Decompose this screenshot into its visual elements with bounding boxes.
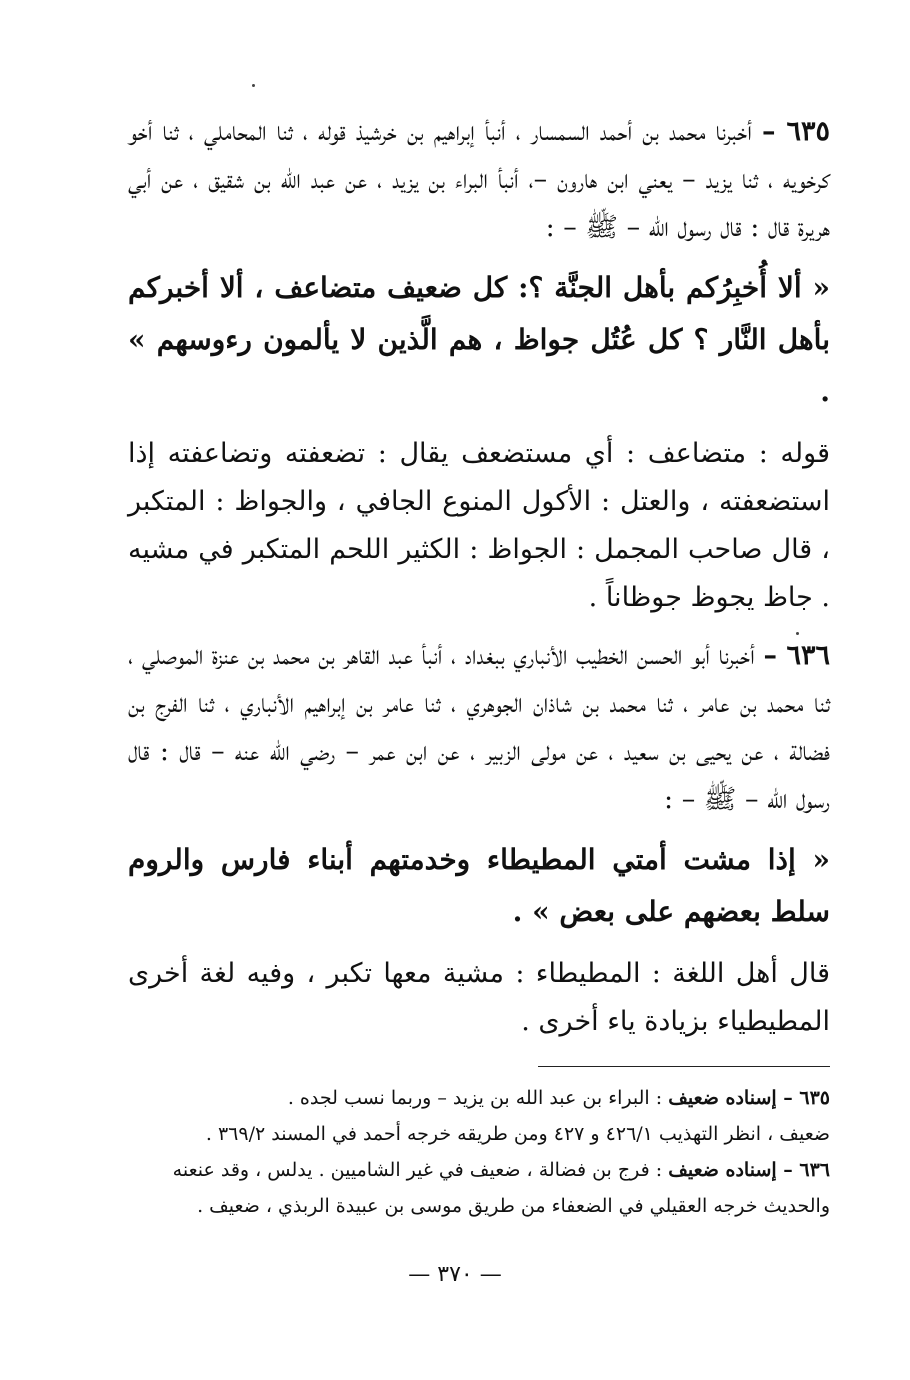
hadith-number-635: ٦٣٥ –: [762, 116, 830, 147]
footnote-635-text: : البراء بن عبد الله بن يزيد – وربما نسب لجده .: [287, 1087, 663, 1109]
main-text: [128, 108, 830, 1056]
hadith-number-636: ٦٣٦ –: [763, 640, 830, 671]
footnote-divider: [538, 1066, 830, 1067]
paragraph-635: [128, 108, 830, 252]
commentary-635: قوله : متضاعف : أي مستضعف يقال : تضعفته وتضاعفته إذا استضعفته ، والعتل : الأكول المنوع الجافي ، والجواظ : المتكبر ، قال صاحب المجمل : الجواظ : الكثير اللحم المتكبر في مشيه . جاظ يجوظ جوظاناً .: [128, 438, 830, 613]
paragraph-636: [128, 632, 830, 824]
hadith-text-635: « ألا أُخبِرُكم بأهل الجنَّة ؟: كل ضعيف متضاعف ، ألا أخبركم بأهل النَّار ؟ كل عُتُل جواظ ، هم الَّذين لا يألمون رءوسهم » .: [128, 271, 830, 408]
footnotes: [128, 1080, 830, 1224]
isnad-635: أخبرنا محمد بن أحمد السمسار ، أنبأ إبراهيم بن خرشيذ قوله ، ثنا المحاملي ، ثنا أخو كرخويه ، ثنا يزيد – يعني ابن هارون –، أنبأ البراء بن يزيد ، عن عبد الله بن شقيق ، عن أبي هريرة قال : قال رسول الله – ﷺ – :: [128, 116, 830, 243]
footnote-635-line-1: [128, 1080, 830, 1116]
footnote-636-text: : فرج بن فضالة ، ضعيف في غير الشاميين . يدلس ، وقد عنعنه: [172, 1159, 663, 1181]
footnote-635-lead: ٦٣٥ – إسناده ضعيف: [668, 1087, 830, 1109]
page-number: — ٣٧٠ —: [408, 1262, 502, 1287]
commentary-636: قال أهل اللغة : المطيطاء : مشية معها تكبر ، وفيه لغة أخرى المطيطياء بزيادة ياء أخرى .: [128, 958, 830, 1037]
footnote-636-line-2: والحديث خرجه العقيلي في الضعفاء من طريق موسى بن عبيدة الربذي ، ضعيف .: [197, 1195, 830, 1217]
scan-mark-top: [252, 84, 255, 87]
footnote-636-lead: ٦٣٦ – إسناده ضعيف: [668, 1159, 830, 1181]
footnote-635-line-2: ضعيف ، انظر التهذيب ٤٢٦/١ و ٤٢٧ ومن طريقه خرجه أحمد في المسند ٣٦٩/٢ .: [205, 1123, 830, 1145]
hadith-text-636: « إذا مشت أمتي المطيطاء وخدمتهم أبناء فارس والروم سلط بعضهم على بعض » .: [128, 843, 830, 928]
isnad-636: أخبرنا أبو الحسن الخطيب الأنباري ببغداد ، أنبأ عبد القاهر بن محمد بن عنزة الموصلي ، ثنا محمد بن عامر ، ثنا محمد بن شاذان الجوهري ، ثنا عامر بن إبراهيم الأنباري ، ثنا الفرج بن فضالة ، عن يحيى بن سعيد ، عن مولى الزبير ، عن ابن عمر – رضي الله عنه – قال : قال رسول الله – ﷺ – :: [128, 640, 830, 815]
footnote-636-line-1: [128, 1152, 830, 1188]
